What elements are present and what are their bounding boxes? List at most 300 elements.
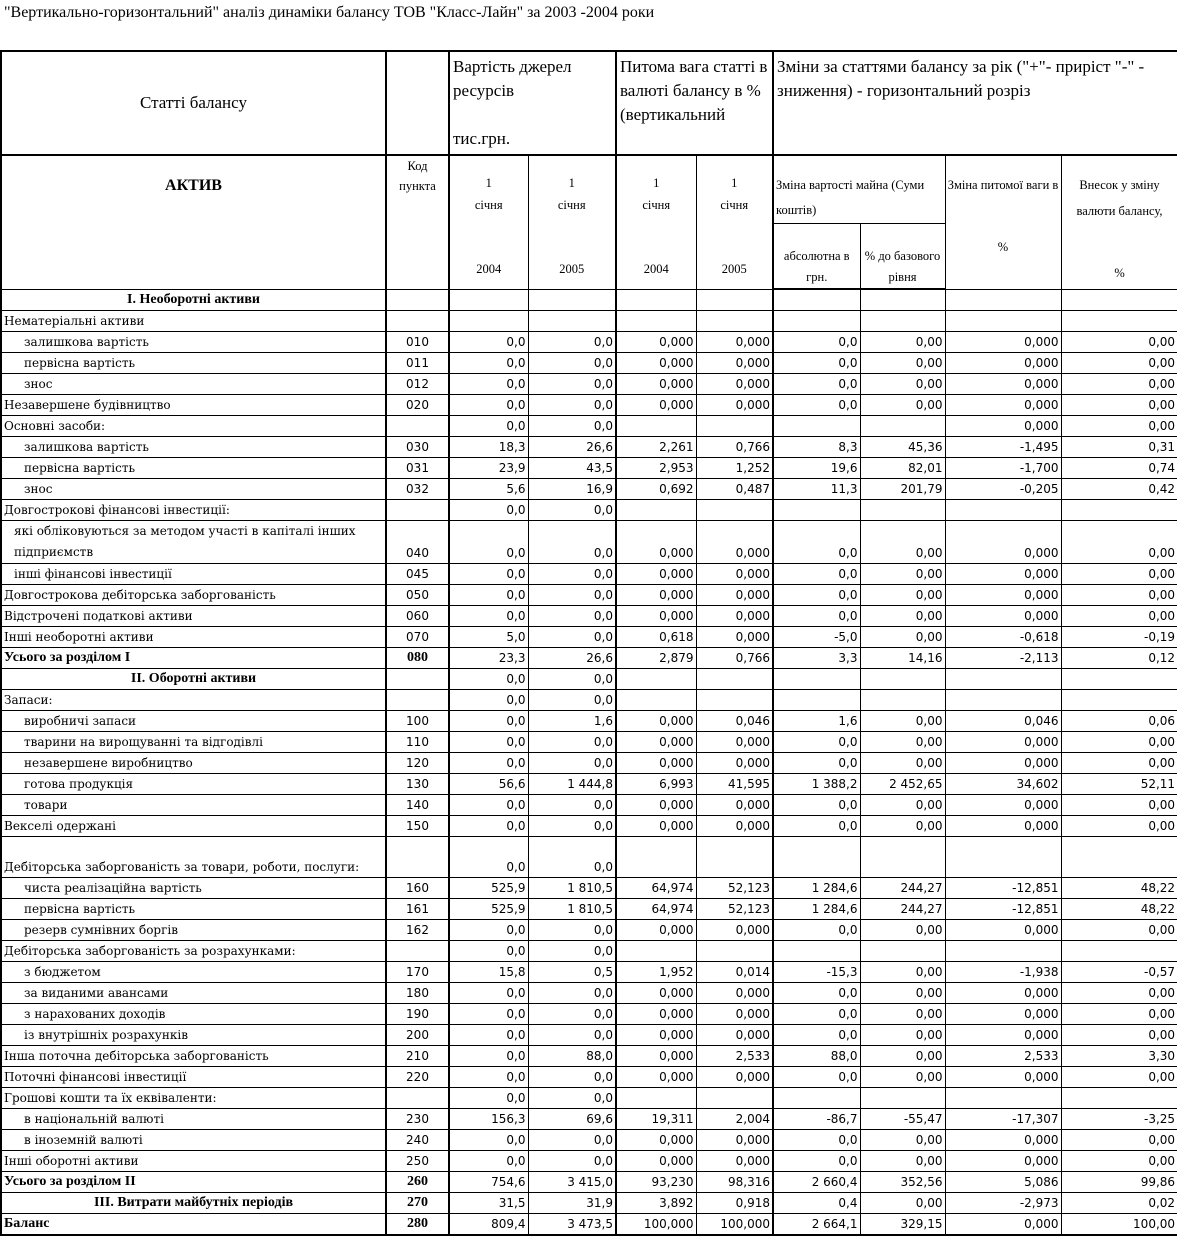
cell-v05: 0,0	[528, 753, 616, 774]
cell-pb: 352,56	[860, 1172, 945, 1193]
cell-v04: 23,3	[449, 648, 528, 669]
cell-s04: 64,974	[616, 878, 696, 899]
row-label: залишкова вартість	[1, 332, 386, 353]
row-label: з нарахованих доходів	[1, 1004, 386, 1025]
row-label: товари	[1, 795, 386, 816]
cell-s04: 3,892	[616, 1193, 696, 1214]
cell-v05: 0,0	[528, 920, 616, 941]
table-row	[1, 416, 1177, 437]
cell-s05: 0,000	[696, 353, 773, 374]
cell-s05: 0,000	[696, 521, 773, 564]
row-label: готова продукція	[1, 774, 386, 795]
cell-sc: 0,000	[945, 1214, 1061, 1236]
cell-sc: 0,000	[945, 564, 1061, 585]
cell-s05: 0,766	[696, 648, 773, 669]
cell-ct: 0,00	[1061, 395, 1177, 416]
cell-abs: 0,0	[773, 606, 860, 627]
cell-sc: 2,533	[945, 1046, 1061, 1067]
cell-sc: 0,000	[945, 374, 1061, 395]
cell-abs: -86,7	[773, 1109, 860, 1130]
row-code: 240	[386, 1130, 449, 1151]
cell-v04: 56,6	[449, 774, 528, 795]
cell-s04: 0,000	[616, 753, 696, 774]
cell-pb	[860, 690, 945, 711]
cell-s04: 0,000	[616, 1067, 696, 1088]
row-code: 130	[386, 774, 449, 795]
cell-s04	[616, 690, 696, 711]
cell-v04: 0,0	[449, 795, 528, 816]
table-row	[1, 690, 1177, 711]
cell-pb: 0,00	[860, 983, 945, 1004]
cell-pb	[860, 941, 945, 962]
table-row	[1, 711, 1177, 732]
cell-s05: 41,595	[696, 774, 773, 795]
cell-s05	[696, 941, 773, 962]
cell-sc: -1,700	[945, 458, 1061, 479]
cell-abs: 0,0	[773, 983, 860, 1004]
cell-sc: 0,000	[945, 1130, 1061, 1151]
cell-ct: 0,00	[1061, 521, 1177, 564]
row-code	[386, 1088, 449, 1109]
cell-s05: 0,000	[696, 983, 773, 1004]
cell-v04: 5,6	[449, 479, 528, 500]
cell-ct	[1061, 941, 1177, 962]
row-code: 230	[386, 1109, 449, 1130]
table-row	[1, 816, 1177, 837]
cell-sc: -1,495	[945, 437, 1061, 458]
cell-s04: 0,000	[616, 395, 696, 416]
header-sources	[449, 51, 616, 155]
cell-pb: 0,00	[860, 1025, 945, 1046]
cell-pb: 0,00	[860, 962, 945, 983]
cell-sc: 0,000	[945, 816, 1061, 837]
cell-v04: 18,3	[449, 437, 528, 458]
cell-sc: 0,000	[945, 353, 1061, 374]
cell-abs: 0,0	[773, 585, 860, 606]
cell-abs: 8,3	[773, 437, 860, 458]
cell-v04: 15,8	[449, 962, 528, 983]
row-label: знос	[1, 374, 386, 395]
cell-ct: 0,00	[1061, 332, 1177, 353]
cell-sc: 0,000	[945, 983, 1061, 1004]
cell-abs: -15,3	[773, 962, 860, 983]
cell-ct: 48,22	[1061, 899, 1177, 920]
row-label: первісна вартість	[1, 899, 386, 920]
cell-s04: 0,000	[616, 606, 696, 627]
cell-s04	[616, 1088, 696, 1109]
cell-v05: 16,9	[528, 479, 616, 500]
cell-ct: 0,00	[1061, 416, 1177, 437]
cell-s05	[696, 289, 773, 311]
row-label: Незавершене будівництво	[1, 395, 386, 416]
cell-sc	[945, 669, 1061, 690]
cell-abs: 0,0	[773, 816, 860, 837]
table-row	[1, 1067, 1177, 1088]
cell-abs: 0,0	[773, 374, 860, 395]
row-code: 110	[386, 732, 449, 753]
cell-pb	[860, 311, 945, 332]
cell-v05: 0,0	[528, 837, 616, 878]
table-row	[1, 878, 1177, 899]
table-row	[1, 899, 1177, 920]
row-label: Нематеріальні активи	[1, 311, 386, 332]
cell-v04: 0,0	[449, 521, 528, 564]
cell-abs: 0,0	[773, 753, 860, 774]
cell-s05: 0,000	[696, 395, 773, 416]
cell-sc: 0,000	[945, 1004, 1061, 1025]
cell-sc: 0,000	[945, 920, 1061, 941]
cell-abs: 1,6	[773, 711, 860, 732]
cell-sc: 0,000	[945, 332, 1061, 353]
cell-s05	[696, 416, 773, 437]
table-row	[1, 669, 1177, 690]
cell-sc: 0,000	[945, 1151, 1061, 1172]
cell-abs: 0,0	[773, 1130, 860, 1151]
cell-ct: 0,31	[1061, 437, 1177, 458]
cell-ct	[1061, 311, 1177, 332]
cell-v05: 0,0	[528, 1130, 616, 1151]
cell-s04: 64,974	[616, 899, 696, 920]
cell-ct: 0,00	[1061, 585, 1177, 606]
cell-v04: 0,0	[449, 353, 528, 374]
cell-s04: 100,000	[616, 1214, 696, 1236]
cell-s04: 0,000	[616, 564, 696, 585]
cell-pb: 0,00	[860, 753, 945, 774]
row-code: 032	[386, 479, 449, 500]
cell-sc: -2,973	[945, 1193, 1061, 1214]
cell-pb: 0,00	[860, 711, 945, 732]
cell-pb: 0,00	[860, 1067, 945, 1088]
cell-s05: 0,000	[696, 1067, 773, 1088]
cell-abs: 11,3	[773, 479, 860, 500]
cell-pb: 0,00	[860, 564, 945, 585]
cell-s05: 0,000	[696, 332, 773, 353]
cell-s05	[696, 837, 773, 878]
cell-v05: 88,0	[528, 1046, 616, 1067]
cell-v05: 26,6	[528, 437, 616, 458]
cell-v04: 0,0	[449, 606, 528, 627]
cell-v05: 0,0	[528, 500, 616, 521]
balance-analysis-table	[0, 50, 1177, 1236]
row-label: первісна вартість	[1, 353, 386, 374]
cell-pb: 0,00	[860, 374, 945, 395]
cell-sc: -2,113	[945, 648, 1061, 669]
row-label: Довгострокові фінансові інвестиції:	[1, 500, 386, 521]
row-label: незавершене виробництво	[1, 753, 386, 774]
cell-ct: 0,02	[1061, 1193, 1177, 1214]
cell-ct: 0,00	[1061, 374, 1177, 395]
cell-s04: 6,993	[616, 774, 696, 795]
cell-sc: 0,000	[945, 732, 1061, 753]
cell-v05: 0,0	[528, 816, 616, 837]
row-code: 270	[386, 1193, 449, 1214]
cell-s05: 0,000	[696, 374, 773, 395]
cell-pb: 0,00	[860, 1193, 945, 1214]
cell-s04: 0,000	[616, 816, 696, 837]
cell-v04: 0,0	[449, 1046, 528, 1067]
cell-s04: 93,230	[616, 1172, 696, 1193]
cell-ct: 0,00	[1061, 1004, 1177, 1025]
cell-s04	[616, 289, 696, 311]
cell-v04: 0,0	[449, 837, 528, 878]
cell-abs: 0,0	[773, 732, 860, 753]
table-row	[1, 920, 1177, 941]
table-row	[1, 1004, 1177, 1025]
cell-s04: 0,000	[616, 374, 696, 395]
cell-s04	[616, 500, 696, 521]
row-label: які обліковуються за методом участі в капіталі інших підприємств	[1, 521, 386, 564]
cell-pb	[860, 669, 945, 690]
cell-abs	[773, 500, 860, 521]
cell-v04: 0,0	[449, 1088, 528, 1109]
table-row	[1, 795, 1177, 816]
row-code	[386, 690, 449, 711]
header-articles: Статті балансу	[1, 51, 386, 155]
table-row	[1, 521, 1177, 564]
cell-sc: 0,000	[945, 606, 1061, 627]
cell-pb: 0,00	[860, 816, 945, 837]
cell-abs: 1 388,2	[773, 774, 860, 795]
cell-s05: 2,004	[696, 1109, 773, 1130]
table-row	[1, 500, 1177, 521]
cell-v05: 1 810,5	[528, 878, 616, 899]
row-code: 160	[386, 878, 449, 899]
header-v05: 1 січня 2005	[528, 155, 616, 289]
cell-abs: 0,0	[773, 395, 860, 416]
row-code	[386, 669, 449, 690]
cell-s04: 0,000	[616, 795, 696, 816]
cell-ct: 0,00	[1061, 983, 1177, 1004]
cell-ct: 0,00	[1061, 732, 1177, 753]
row-code: 260	[386, 1172, 449, 1193]
cell-s05: 0,000	[696, 627, 773, 648]
cell-s05: 0,000	[696, 1151, 773, 1172]
row-code	[386, 416, 449, 437]
cell-ct: 0,74	[1061, 458, 1177, 479]
row-label: за виданими авансами	[1, 983, 386, 1004]
table-row	[1, 627, 1177, 648]
cell-pb: 0,00	[860, 1151, 945, 1172]
table-row	[1, 1172, 1177, 1193]
cell-s05: 100,000	[696, 1214, 773, 1236]
cell-s04: 0,000	[616, 332, 696, 353]
cell-abs	[773, 416, 860, 437]
row-label: Усього за розділом І	[1, 648, 386, 669]
cell-s05: 98,316	[696, 1172, 773, 1193]
row-code: 162	[386, 920, 449, 941]
cell-s05: 0,766	[696, 437, 773, 458]
cell-s05: 0,000	[696, 1004, 773, 1025]
cell-v05: 1 444,8	[528, 774, 616, 795]
cell-v04: 0,0	[449, 374, 528, 395]
cell-v05: 0,0	[528, 1025, 616, 1046]
cell-sc: -12,851	[945, 899, 1061, 920]
cell-v04: 0,0	[449, 416, 528, 437]
cell-s04: 0,618	[616, 627, 696, 648]
cell-ct: 0,00	[1061, 1025, 1177, 1046]
cell-sc: 0,000	[945, 1025, 1061, 1046]
row-label: з бюджетом	[1, 962, 386, 983]
cell-pb: 0,00	[860, 795, 945, 816]
cell-v05: 0,0	[528, 521, 616, 564]
cell-v05: 0,0	[528, 795, 616, 816]
cell-v05: 0,0	[528, 606, 616, 627]
row-code: 161	[386, 899, 449, 920]
cell-s04: 2,261	[616, 437, 696, 458]
cell-pb	[860, 500, 945, 521]
cell-ct: 0,00	[1061, 920, 1177, 941]
cell-v05	[528, 289, 616, 311]
cell-v05: 0,0	[528, 374, 616, 395]
cell-abs	[773, 837, 860, 878]
cell-s04: 1,952	[616, 962, 696, 983]
cell-sc	[945, 1088, 1061, 1109]
cell-v04: 156,3	[449, 1109, 528, 1130]
header-sources-l2: тис.грн.	[453, 129, 511, 148]
cell-ct: 0,00	[1061, 816, 1177, 837]
table-row	[1, 1151, 1177, 1172]
row-label: Інша поточна дебіторська заборгованість	[1, 1046, 386, 1067]
cell-v05: 0,0	[528, 395, 616, 416]
cell-v04: 525,9	[449, 878, 528, 899]
cell-abs: 2 660,4	[773, 1172, 860, 1193]
cell-v04: 0,0	[449, 669, 528, 690]
cell-s05: 0,000	[696, 753, 773, 774]
row-code: 050	[386, 585, 449, 606]
cell-abs: 0,0	[773, 521, 860, 564]
cell-sc: -12,851	[945, 878, 1061, 899]
cell-pb: 2 452,65	[860, 774, 945, 795]
cell-v05: 0,0	[528, 732, 616, 753]
row-code	[386, 941, 449, 962]
row-code: 011	[386, 353, 449, 374]
cell-s04: 0,000	[616, 1130, 696, 1151]
cell-pb: 82,01	[860, 458, 945, 479]
cell-v05: 1,6	[528, 711, 616, 732]
table-row	[1, 1109, 1177, 1130]
cell-pb: 0,00	[860, 1046, 945, 1067]
table-row	[1, 311, 1177, 332]
row-code: 010	[386, 332, 449, 353]
cell-s04: 0,000	[616, 521, 696, 564]
cell-s05: 52,123	[696, 878, 773, 899]
cell-abs: 0,0	[773, 332, 860, 353]
cell-v04: 23,9	[449, 458, 528, 479]
cell-v05: 3 473,5	[528, 1214, 616, 1236]
cell-abs: 88,0	[773, 1046, 860, 1067]
table-row	[1, 1130, 1177, 1151]
cell-v04: 0,0	[449, 1067, 528, 1088]
table-row	[1, 941, 1177, 962]
row-code: 150	[386, 816, 449, 837]
cell-v05: 0,0	[528, 332, 616, 353]
cell-v04: 0,0	[449, 941, 528, 962]
cell-pb: 329,15	[860, 1214, 945, 1236]
cell-v04: 0,0	[449, 564, 528, 585]
cell-s05	[696, 690, 773, 711]
cell-v04: 0,0	[449, 983, 528, 1004]
row-label: Інші необоротні активи	[1, 627, 386, 648]
row-label: Баланс	[1, 1214, 386, 1236]
cell-sc: -1,938	[945, 962, 1061, 983]
cell-pb: 0,00	[860, 353, 945, 374]
cell-ct	[1061, 1088, 1177, 1109]
row-code: 060	[386, 606, 449, 627]
cell-ct	[1061, 289, 1177, 311]
cell-ct: 0,42	[1061, 479, 1177, 500]
cell-s04: 2,953	[616, 458, 696, 479]
row-label: ІІІ. Витрати майбутніх періодів	[1, 1193, 386, 1214]
cell-s04: 0,000	[616, 353, 696, 374]
cell-s05	[696, 311, 773, 332]
cell-pb	[860, 289, 945, 311]
table-row	[1, 289, 1177, 311]
cell-abs: 1 284,6	[773, 899, 860, 920]
cell-v05: 0,0	[528, 416, 616, 437]
cell-v05: 0,0	[528, 564, 616, 585]
cell-sc	[945, 289, 1061, 311]
row-label: Інші оборотні активи	[1, 1151, 386, 1172]
cell-v05: 0,0	[528, 1088, 616, 1109]
cell-v05: 0,0	[528, 1151, 616, 1172]
cell-pb: 244,27	[860, 878, 945, 899]
cell-abs: 0,0	[773, 795, 860, 816]
row-label: тварини на вирощуванні та відгодівлі	[1, 732, 386, 753]
table-row	[1, 648, 1177, 669]
cell-ct: 0,00	[1061, 1130, 1177, 1151]
cell-s04: 0,000	[616, 732, 696, 753]
cell-v04: 0,0	[449, 1025, 528, 1046]
row-code: 120	[386, 753, 449, 774]
table-row	[1, 1025, 1177, 1046]
cell-s05: 0,000	[696, 816, 773, 837]
cell-v04	[449, 311, 528, 332]
cell-s04	[616, 941, 696, 962]
cell-s04: 19,311	[616, 1109, 696, 1130]
row-label: Поточні фінансові інвестиції	[1, 1067, 386, 1088]
cell-v05: 26,6	[528, 648, 616, 669]
row-code: 100	[386, 711, 449, 732]
row-code: 180	[386, 983, 449, 1004]
header-s05: 1 січня 2005	[696, 155, 773, 289]
cell-sc	[945, 837, 1061, 878]
table-row	[1, 374, 1177, 395]
document-title: "Вертикально-горизонтальний" аналіз динаміки балансу ТОВ "Класс-Лайн" за 2003 -2004 роки	[4, 4, 655, 21]
cell-v05: 0,0	[528, 983, 616, 1004]
cell-s05: 0,487	[696, 479, 773, 500]
table-row	[1, 479, 1177, 500]
row-code: 200	[386, 1025, 449, 1046]
cell-pb: 244,27	[860, 899, 945, 920]
row-code: 170	[386, 962, 449, 983]
header-s04: 1 січня 2004	[616, 155, 696, 289]
row-label: Довгострокова дебіторська заборгованість	[1, 585, 386, 606]
cell-v04: 0,0	[449, 500, 528, 521]
cell-abs: -5,0	[773, 627, 860, 648]
cell-v04: 0,0	[449, 1004, 528, 1025]
row-code: 210	[386, 1046, 449, 1067]
row-label: в іноземній валюті	[1, 1130, 386, 1151]
cell-v04: 0,0	[449, 1151, 528, 1172]
cell-abs: 0,0	[773, 920, 860, 941]
cell-pb: 0,00	[860, 395, 945, 416]
cell-v04: 0,0	[449, 690, 528, 711]
header-asset-change: Зміна вартості майна (Суми коштів)	[773, 155, 945, 223]
cell-pb: -55,47	[860, 1109, 945, 1130]
cell-ct: -0,19	[1061, 627, 1177, 648]
cell-ct: -0,57	[1061, 962, 1177, 983]
row-code: 020	[386, 395, 449, 416]
